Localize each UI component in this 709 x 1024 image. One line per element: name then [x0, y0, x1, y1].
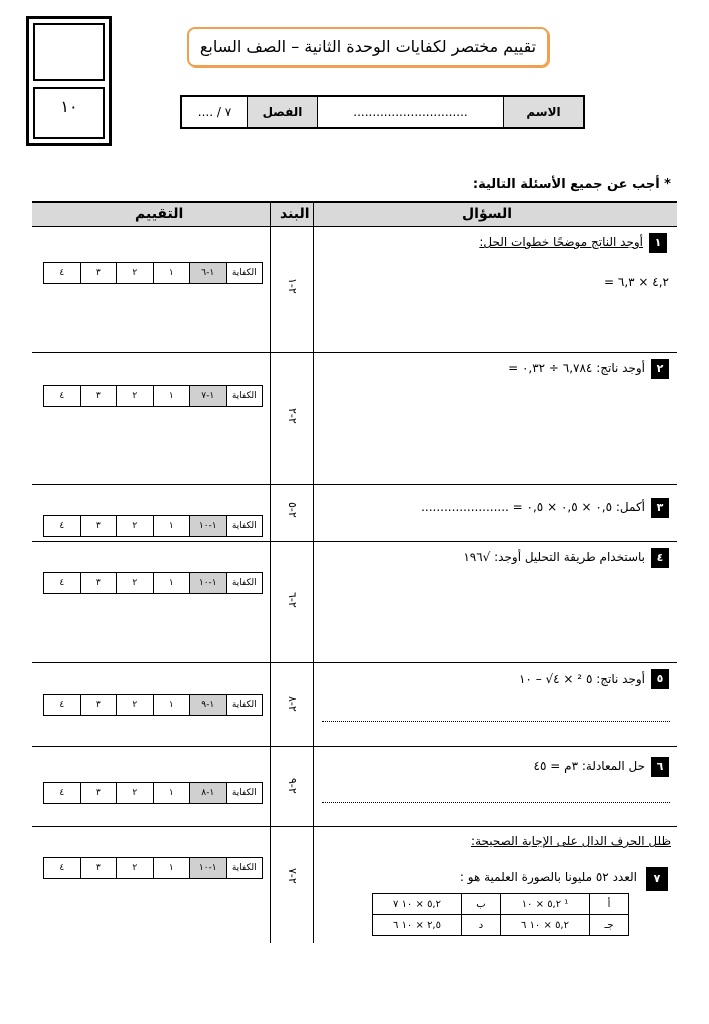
option-a-letter[interactable]: أ: [590, 894, 629, 915]
item-code: ٢-٨: [286, 696, 299, 712]
rubric-level[interactable]: ١: [154, 263, 191, 283]
instruction-text: * أجب عن جميع الأسئلة التالية:: [472, 177, 671, 192]
student-info-row: [180, 95, 585, 129]
rubric-level[interactable]: ٢: [117, 516, 154, 536]
rubric-level[interactable]: ٣: [81, 263, 118, 283]
item-code: ٢-٥: [286, 502, 299, 518]
column-header-assessment: التقييم: [135, 206, 184, 222]
option-d-text: ٢,٥ × ١٠ ٦: [373, 915, 462, 936]
rubric-level[interactable]: ٤: [44, 858, 81, 878]
competency-label: الكفاية: [231, 521, 257, 531]
rubric-level[interactable]: ٢: [117, 858, 154, 878]
grid-divider: [270, 201, 271, 943]
item-code: ٢-٦: [286, 592, 299, 608]
option-c-text: ٥,٢ × ١٠ ٦: [501, 915, 590, 936]
page-title: تقييم مختصر لكفايات الوحدة الثانية – الصف السابع: [187, 27, 549, 67]
score-obtained-cell: [33, 23, 105, 81]
competency-label: الكفاية: [231, 788, 257, 798]
rubric-level[interactable]: ٣: [81, 783, 118, 803]
rubric-level[interactable]: ٤: [44, 386, 81, 406]
rubric-level[interactable]: ١: [154, 516, 191, 536]
rubric-level[interactable]: ١: [154, 573, 191, 593]
competency-code: ١-٧: [190, 386, 227, 406]
class-field[interactable]: ٧ / ....: [197, 105, 232, 119]
rubric-level[interactable]: ١: [154, 386, 191, 406]
rubric-level[interactable]: ١: [154, 783, 191, 803]
question-expression: ٤,٢ × ٦,٣ =: [604, 275, 669, 289]
question-number: ٧: [646, 867, 668, 891]
option-d-letter[interactable]: د: [462, 915, 501, 936]
score-total-cell: ١٠: [33, 87, 105, 139]
rubric-level[interactable]: ٣: [81, 516, 118, 536]
name-label: الاسم: [503, 97, 583, 127]
mcq-instruction: ظلل الحرف الدال على الإجابة الصحيحة:: [471, 834, 671, 848]
mcq-options-table: [372, 893, 629, 936]
column-header-item: البند: [280, 206, 310, 222]
rubric-level[interactable]: ٢: [117, 573, 154, 593]
question-number: ٤: [651, 548, 669, 568]
competency-code: ١-٩: [190, 695, 227, 715]
row-divider: [32, 541, 677, 542]
rubric-level[interactable]: ٣: [81, 386, 118, 406]
score-box: [26, 16, 112, 146]
row-divider: [32, 662, 677, 663]
rubric-table: [43, 857, 263, 879]
row-divider: [32, 826, 677, 827]
competency-label: الكفاية: [231, 578, 257, 588]
answer-line[interactable]: [322, 720, 670, 722]
question-number: ٦: [651, 757, 669, 777]
rubric-level[interactable]: ٤: [44, 263, 81, 283]
option-c-letter[interactable]: جـ: [590, 915, 629, 936]
question-text: أوجد ناتج: ٦,٧٨٤ ÷ ٠,٣٢ =: [508, 361, 645, 375]
question-number: ٥: [651, 669, 669, 689]
name-field[interactable]: ..............................: [317, 97, 503, 127]
row-divider: [32, 746, 677, 747]
answer-line[interactable]: [322, 801, 670, 803]
rubric-table: [43, 385, 263, 407]
row-divider: [32, 484, 677, 485]
option-b-text: ٥,٢ × ١٠ ٧: [373, 894, 462, 915]
table-header: [32, 201, 677, 227]
question-text: أكمل: ٠,٥ × ٠,٥ × ٠,٥ = .......................: [421, 500, 645, 514]
rubric-level[interactable]: ٣: [81, 695, 118, 715]
question-number: ٢: [651, 359, 669, 379]
question-text: باستخدام طريقة التحليل أوجد: √١٩٦: [463, 550, 645, 564]
rubric-level[interactable]: ١: [154, 858, 191, 878]
question-number: ١: [649, 233, 667, 253]
rubric-level[interactable]: ٤: [44, 783, 81, 803]
competency-code: ١-١٠: [190, 516, 227, 536]
competency-label: الكفاية: [231, 268, 257, 278]
column-header-question: السؤال: [462, 206, 513, 222]
rubric-level[interactable]: ٣: [81, 858, 118, 878]
question-number: ٣: [651, 498, 669, 518]
item-code: ٢-٩: [286, 778, 299, 794]
competency-label: الكفاية: [231, 700, 257, 710]
rubric-level[interactable]: ٢: [117, 263, 154, 283]
rubric-table: [43, 262, 263, 284]
rubric-table: [43, 782, 263, 804]
competency-code: ١-٨: [190, 783, 227, 803]
competency-code: ١-٦: [190, 263, 227, 283]
class-label: الفصل: [247, 97, 317, 127]
rubric-table: [43, 515, 263, 537]
rubric-table: [43, 572, 263, 594]
item-code: ٢-١: [286, 278, 299, 294]
item-code: ٢-٢: [286, 408, 299, 424]
rubric-level[interactable]: ٣: [81, 573, 118, 593]
row-divider: [32, 352, 677, 353]
competency-code: ١-١٠: [190, 858, 227, 878]
question-text: العدد ٥٢ مليونا بالصورة العلمية هو :: [459, 870, 637, 884]
competency-code: ١-١٠: [190, 573, 227, 593]
rubric-level[interactable]: ٢: [117, 783, 154, 803]
rubric-level[interactable]: ٢: [117, 386, 154, 406]
question-text: أوجد ناتج: ٥ ² × ٤√ – ١٠: [518, 672, 645, 686]
item-code: ٢-٧: [286, 868, 299, 884]
rubric-level[interactable]: ١: [154, 695, 191, 715]
competency-label: الكفاية: [231, 863, 257, 873]
question-text: حل المعادلة: ٣م = ٤٥: [533, 759, 645, 773]
rubric-level[interactable]: ٤: [44, 695, 81, 715]
question-text: أوجد الناتج موضحًا خطوات الحل:: [479, 235, 643, 249]
rubric-table: [43, 694, 263, 716]
grid-divider: [313, 201, 314, 943]
rubric-level[interactable]: ٤: [44, 516, 81, 536]
rubric-level[interactable]: ٢: [117, 695, 154, 715]
rubric-level[interactable]: ٤: [44, 573, 81, 593]
option-b-letter[interactable]: ب: [462, 894, 501, 915]
competency-label: الكفاية: [231, 391, 257, 401]
option-a-text: ٥,٢ × ١٠ ¹: [501, 894, 590, 915]
